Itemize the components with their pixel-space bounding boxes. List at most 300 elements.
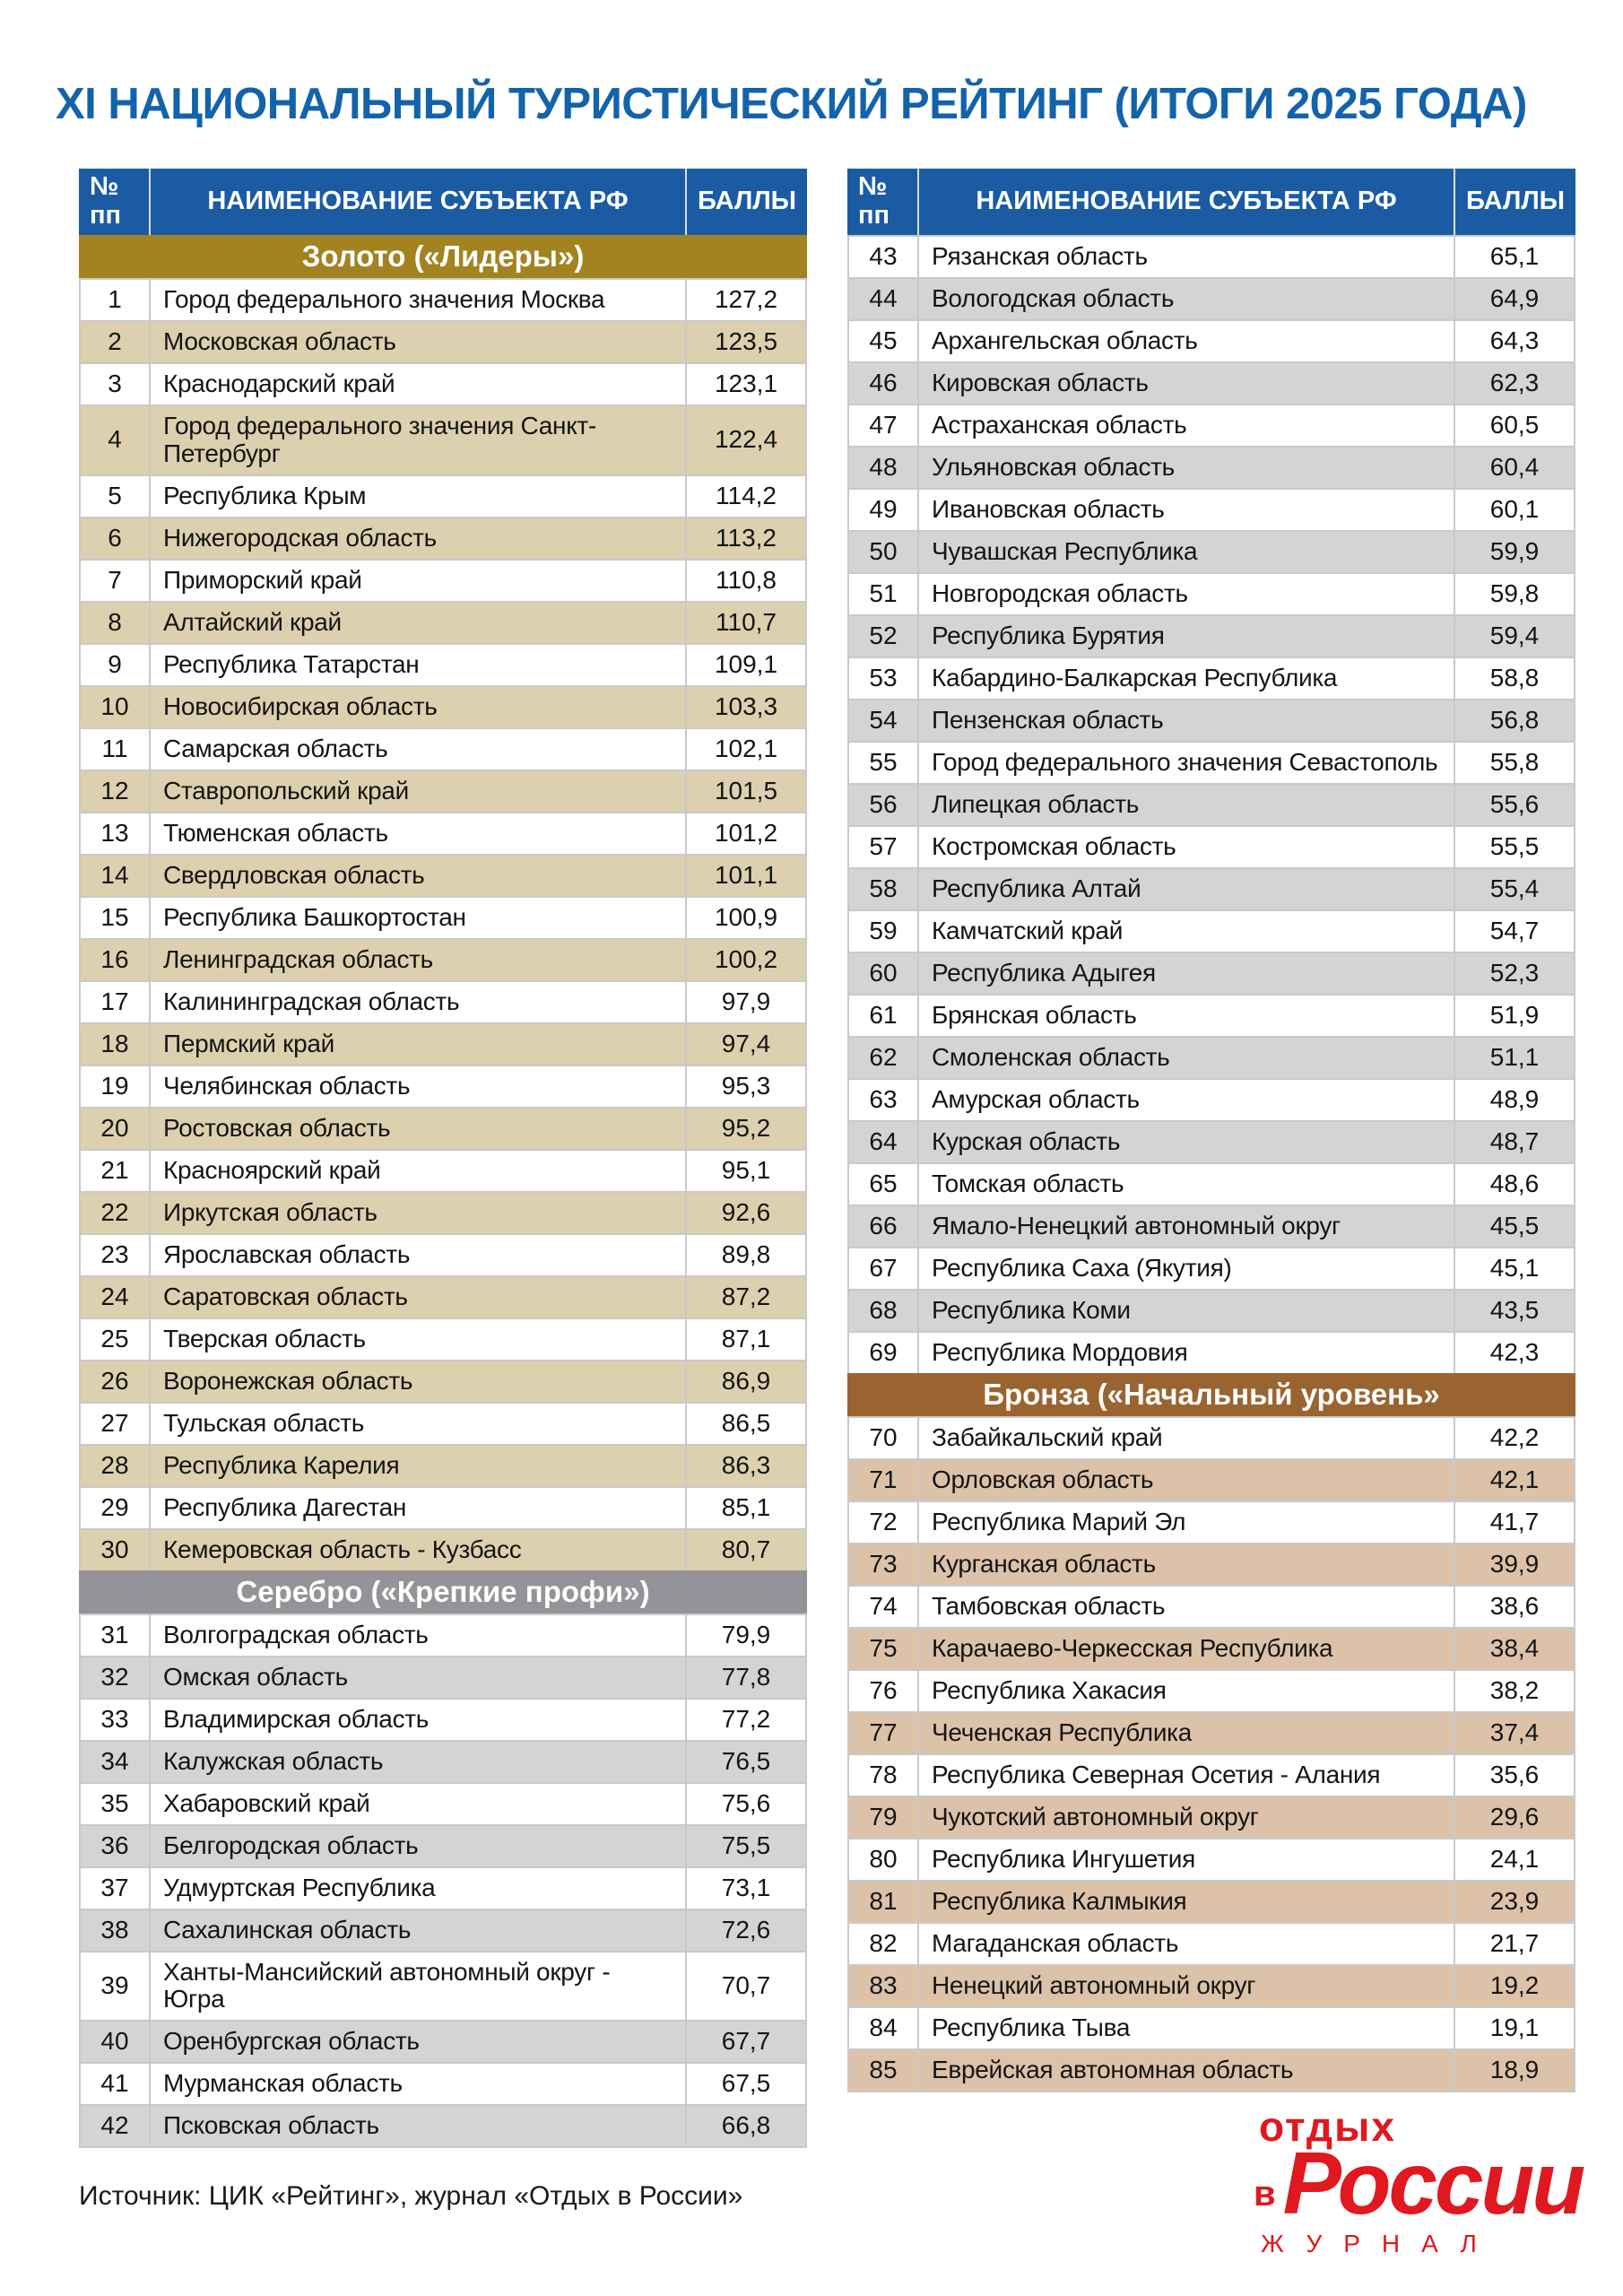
table-row (79, 2020, 807, 2062)
table-row (79, 1233, 807, 1275)
row-num: 17 (81, 982, 151, 1022)
table-row (79, 1149, 807, 1191)
row-num: 82 (849, 1924, 919, 1964)
row-name: Камчатский край (919, 911, 1455, 952)
table-row (79, 1909, 807, 1951)
table-row (847, 741, 1575, 783)
row-num: 81 (849, 1882, 919, 1922)
row-score: 48,9 (1489, 1085, 1540, 1114)
row-name: Краснодарский край (151, 364, 687, 404)
row-name: Республика Бурятия (919, 616, 1455, 657)
table-row (847, 994, 1575, 1036)
row-name: Сахалинская область (151, 1910, 687, 1951)
row-num: 60 (849, 953, 919, 994)
row-name: Город федерального значения Санкт-Петербург (151, 406, 687, 474)
row-name: Чеченская Республика (919, 1713, 1455, 1753)
row-num: 8 (81, 603, 151, 643)
table-row (79, 1444, 807, 1486)
row-num: 24 (81, 1277, 151, 1318)
row-score: 95,2 (721, 1113, 771, 1142)
row-score: 123,5 (714, 327, 778, 356)
column-header-number: № пп (847, 169, 919, 235)
row-name: Республика Северная Осетия - Алания (919, 1755, 1455, 1796)
table-row (79, 727, 807, 770)
row-score: 77,8 (721, 1662, 771, 1691)
row-name: Калининградская область (151, 982, 687, 1022)
row-num: 30 (81, 1530, 151, 1570)
row-num: 43 (849, 237, 919, 277)
table-row (847, 1669, 1575, 1711)
section-header-silver: Серебро («Крепкие профи») (79, 1570, 807, 1613)
otdyh-v-rossii-logo (1254, 2103, 1584, 2258)
table-row (79, 1698, 807, 1740)
row-num: 1 (81, 280, 151, 320)
table-row (79, 1191, 807, 1233)
row-num: 80 (849, 1839, 919, 1880)
row-score: 77,2 (721, 1704, 771, 1733)
row-name: Саратовская область (151, 1277, 687, 1318)
row-num: 11 (81, 729, 151, 770)
row-num: 72 (849, 1502, 919, 1543)
row-name: Хабаровский край (151, 1784, 687, 1824)
table-row (847, 1711, 1575, 1753)
row-score: 60,5 (1489, 411, 1540, 439)
row-num: 52 (849, 616, 919, 657)
table-row (79, 1486, 807, 1528)
row-num: 20 (81, 1109, 151, 1149)
row-score: 29,6 (1489, 1803, 1540, 1831)
row-num: 57 (849, 827, 919, 867)
table-row (79, 1318, 807, 1360)
page-title: XI НАЦИОНАЛЬНЫЙ ТУРИСТИЧЕСКИЙ РЕЙТИНГ (ИТОГИ 2025 ГОДА) (56, 80, 1527, 128)
row-score: 48,6 (1489, 1170, 1540, 1198)
row-num: 67 (849, 1248, 919, 1289)
row-num: 63 (849, 1080, 919, 1120)
table-row (79, 1107, 807, 1149)
row-num: 40 (81, 2022, 151, 2062)
row-score: 114,2 (716, 481, 777, 509)
row-num: 36 (81, 1826, 151, 1866)
table-row (847, 952, 1575, 994)
row-score: 42,2 (1489, 1423, 1540, 1452)
row-score: 23,9 (1489, 1887, 1540, 1916)
row-num: 5 (81, 476, 151, 517)
rating-table-left (79, 169, 807, 2148)
row-name: Астраханская область (919, 405, 1455, 446)
row-score: 55,6 (1489, 790, 1540, 819)
row-score: 43,5 (1489, 1296, 1540, 1325)
section-header-bronze: Бронза («Начальный уровень» (847, 1373, 1575, 1416)
row-name: Челябинская область (151, 1066, 687, 1107)
row-num: 2 (81, 322, 151, 362)
row-num: 69 (849, 1333, 919, 1373)
row-name: Республика Ингушетия (919, 1839, 1455, 1880)
row-score: 123,1 (714, 370, 778, 398)
table-row (847, 825, 1575, 867)
row-name: Рязанская область (919, 237, 1455, 277)
row-score: 73,1 (721, 1873, 771, 1901)
row-num: 3 (81, 364, 151, 404)
row-name: Владимирская область (151, 1700, 687, 1740)
table-row (79, 1656, 807, 1698)
row-name: Красноярский край (151, 1151, 687, 1191)
row-score: 65,1 (1489, 242, 1540, 271)
table-row (847, 572, 1575, 614)
table-row (79, 770, 807, 812)
row-score: 101,5 (714, 776, 778, 804)
logo-main-row (1254, 2134, 1584, 2232)
row-score: 19,1 (1489, 2013, 1540, 2042)
row-score: 42,3 (1489, 1338, 1540, 1367)
row-name: Калужская область (151, 1742, 687, 1782)
row-name: Костромская область (919, 827, 1455, 867)
table-row (847, 1205, 1575, 1247)
row-name: Тюменская область (151, 813, 687, 854)
table-row (847, 783, 1575, 825)
row-num: 21 (81, 1151, 151, 1191)
row-num: 41 (81, 2064, 151, 2104)
row-num: 54 (849, 700, 919, 741)
row-name: Удмуртская Республика (151, 1868, 687, 1909)
table-header (79, 169, 807, 235)
table-row (79, 1782, 807, 1824)
row-score: 97,4 (721, 1029, 771, 1057)
row-score: 45,1 (1489, 1254, 1540, 1283)
table-header (847, 169, 1575, 235)
row-num: 49 (849, 490, 919, 530)
row-name: Новгородская область (919, 574, 1455, 614)
row-score: 58,8 (1489, 664, 1540, 692)
table-body (847, 235, 1575, 2092)
row-name: Ивановская область (919, 490, 1455, 530)
row-name: Ханты-Мансийский автономный округ - Югра (151, 1952, 687, 2021)
row-score: 79,9 (721, 1620, 771, 1648)
row-score: 110,8 (716, 565, 777, 594)
row-num: 46 (849, 363, 919, 404)
table-row (79, 1402, 807, 1444)
row-name: Республика Адыгея (919, 953, 1455, 994)
row-num: 26 (81, 1361, 151, 1402)
table-row (847, 1036, 1575, 1078)
row-num: 68 (849, 1291, 919, 1331)
table-row (79, 474, 807, 517)
column-header-subject: НАИМЕНОВАНИЕ СУБЪЕКТА РФ (151, 169, 687, 235)
logo-word-russia: России (1282, 2134, 1584, 2232)
table-row (79, 1740, 807, 1782)
table-row (847, 1416, 1575, 1458)
table-row (79, 1866, 807, 1909)
table-row (847, 404, 1575, 446)
row-name: Нижегородская область (151, 518, 687, 559)
column-header-subject: НАИМЕНОВАНИЕ СУБЪЕКТА РФ (919, 169, 1455, 235)
row-name: Республика Хакасия (919, 1671, 1455, 1711)
row-num: 13 (81, 813, 151, 854)
row-score: 95,3 (721, 1071, 771, 1100)
row-score: 55,4 (1489, 874, 1540, 903)
table-row (847, 1753, 1575, 1796)
row-num: 37 (81, 1868, 151, 1909)
row-num: 19 (81, 1066, 151, 1107)
table-row (847, 2048, 1575, 2091)
table-row (847, 277, 1575, 319)
row-score: 113,2 (716, 523, 777, 552)
row-num: 27 (81, 1404, 151, 1444)
row-score: 59,9 (1489, 537, 1540, 566)
row-num: 71 (849, 1460, 919, 1500)
table-row (847, 361, 1575, 404)
table-row (79, 1022, 807, 1065)
row-score: 67,7 (721, 2027, 771, 2056)
column-header-score: БАЛЛЫ (697, 187, 797, 216)
row-score: 54,7 (1489, 917, 1540, 945)
row-num: 22 (81, 1193, 151, 1233)
row-score: 92,6 (721, 1197, 771, 1226)
row-score: 70,7 (721, 1970, 771, 1999)
row-score: 42,1 (1489, 1465, 1540, 1494)
table-row (847, 446, 1575, 488)
row-score: 35,6 (1489, 1761, 1540, 1789)
row-num: 32 (81, 1657, 151, 1698)
row-name: Чувашская Республика (919, 532, 1455, 572)
row-score: 62,3 (1489, 369, 1540, 397)
row-num: 4 (81, 406, 151, 474)
row-num: 44 (849, 279, 919, 319)
row-name: Ростовская область (151, 1109, 687, 1149)
table-row (847, 530, 1575, 572)
row-num: 58 (849, 869, 919, 909)
table-row (847, 1838, 1575, 1880)
row-score: 18,9 (1489, 2056, 1540, 2084)
row-num: 79 (849, 1797, 919, 1838)
table-row (79, 1360, 807, 1402)
row-num: 61 (849, 996, 919, 1036)
row-name: Кировская область (919, 363, 1455, 404)
table-row (79, 854, 807, 896)
table-row (79, 1275, 807, 1318)
section-header-gold: Золото («Лидеры») (79, 235, 807, 278)
row-score: 52,3 (1489, 959, 1540, 987)
row-name: Еврейская автономная область (919, 2050, 1455, 2091)
row-score: 122,4 (714, 425, 778, 454)
row-name: Курская область (919, 1122, 1455, 1162)
row-name: Республика Марий Эл (919, 1502, 1455, 1543)
row-score: 37,4 (1489, 1718, 1540, 1747)
row-num: 85 (849, 2050, 919, 2091)
table-row (79, 1065, 807, 1107)
row-num: 6 (81, 518, 151, 559)
row-name: Республика Тыва (919, 2008, 1455, 2048)
row-score: 67,5 (721, 2069, 771, 2098)
table-row (79, 980, 807, 1022)
table-row (847, 1331, 1575, 1373)
row-name: Томская область (919, 1164, 1455, 1205)
row-num: 45 (849, 321, 919, 361)
table-row (79, 938, 807, 980)
row-score: 55,5 (1489, 832, 1540, 861)
row-score: 97,9 (721, 987, 771, 1015)
row-score: 100,2 (714, 944, 778, 973)
row-score: 72,6 (721, 1915, 771, 1944)
table-row (847, 699, 1575, 741)
row-num: 9 (81, 645, 151, 685)
column-header-number: № пп (79, 169, 151, 235)
row-num: 35 (81, 1784, 151, 1824)
row-name: Ленинградская область (151, 940, 687, 980)
row-score: 75,5 (721, 1831, 771, 1859)
table-row (847, 2006, 1575, 2048)
table-row (847, 1543, 1575, 1585)
row-name: Тульская область (151, 1404, 687, 1444)
row-name: Брянская область (919, 996, 1455, 1036)
row-name: Республика Мордовия (919, 1333, 1455, 1373)
row-name: Республика Калмыкия (919, 1882, 1455, 1922)
row-name: Самарская область (151, 729, 687, 770)
row-score: 59,8 (1489, 579, 1540, 608)
row-name: Орловская область (919, 1460, 1455, 1500)
row-score: 75,6 (721, 1788, 771, 1817)
row-num: 28 (81, 1446, 151, 1486)
row-name: Ненецкий автономный округ (919, 1966, 1455, 2006)
row-name: Омская область (151, 1657, 687, 1698)
row-name: Смоленская область (919, 1038, 1455, 1078)
logo-word-zhurnal: ЖУРНАЛ (1261, 2230, 1498, 2258)
row-num: 31 (81, 1615, 151, 1656)
row-score: 86,9 (721, 1366, 771, 1395)
row-num: 73 (849, 1544, 919, 1585)
table-row (79, 1824, 807, 1866)
table-row (847, 1162, 1575, 1205)
row-score: 60,1 (1489, 495, 1540, 524)
row-score: 127,2 (714, 285, 778, 314)
table-row (79, 404, 807, 474)
row-score: 95,1 (721, 1155, 771, 1184)
table-row (847, 1627, 1575, 1669)
table-row (847, 235, 1575, 277)
table-row (847, 1458, 1575, 1500)
table-row (847, 1078, 1575, 1120)
table-row (79, 1613, 807, 1656)
table-row (79, 517, 807, 559)
rating-table-right (847, 169, 1575, 2148)
row-score: 66,8 (721, 2111, 771, 2140)
table-row (847, 614, 1575, 657)
row-num: 12 (81, 771, 151, 812)
row-name: Свердловская область (151, 856, 687, 896)
table-row (79, 896, 807, 938)
row-score: 103,3 (714, 691, 778, 720)
row-num: 47 (849, 405, 919, 446)
row-num: 14 (81, 856, 151, 896)
row-score: 60,4 (1489, 453, 1540, 482)
row-name: Карачаево-Черкесская Республика (919, 1629, 1455, 1669)
row-name: Город федерального значения Севастополь (919, 743, 1455, 783)
row-name: Приморский край (151, 561, 687, 601)
row-name: Город федерального значения Москва (151, 280, 687, 320)
table-row (847, 1796, 1575, 1838)
row-score: 55,8 (1489, 748, 1540, 777)
row-num: 65 (849, 1164, 919, 1205)
row-score: 76,5 (721, 1746, 771, 1775)
row-name: Республика Башкортостан (151, 898, 687, 938)
row-score: 80,7 (721, 1535, 771, 1563)
row-score: 64,3 (1489, 326, 1540, 355)
table-row (79, 2062, 807, 2104)
row-name: Ямало-Ненецкий автономный округ (919, 1206, 1455, 1247)
table-row (847, 1120, 1575, 1162)
table-row (847, 1289, 1575, 1331)
table-row (79, 559, 807, 601)
row-num: 16 (81, 940, 151, 980)
row-num: 42 (81, 2106, 151, 2146)
table-row (79, 362, 807, 404)
row-name: Ярославская область (151, 1235, 687, 1275)
table-row (79, 2104, 807, 2146)
row-num: 10 (81, 687, 151, 727)
logo-word-v: в (1254, 2174, 1276, 2214)
row-score: 21,7 (1489, 1929, 1540, 1958)
row-num: 51 (849, 574, 919, 614)
row-num: 48 (849, 448, 919, 488)
row-score: 19,2 (1489, 1971, 1540, 2000)
row-num: 39 (81, 1952, 151, 2021)
row-name: Пермский край (151, 1024, 687, 1065)
row-num: 23 (81, 1235, 151, 1275)
table-row (79, 643, 807, 685)
row-num: 50 (849, 532, 919, 572)
table-row (847, 867, 1575, 909)
row-score: 87,2 (721, 1282, 771, 1310)
row-score: 41,7 (1489, 1508, 1540, 1536)
row-name: Амурская область (919, 1080, 1455, 1120)
row-score: 85,1 (721, 1492, 771, 1521)
row-score: 56,8 (1489, 706, 1540, 735)
table-row (847, 1964, 1575, 2006)
rating-tables (79, 169, 1575, 2148)
row-num: 64 (849, 1122, 919, 1162)
table-row (79, 1951, 807, 2021)
row-name: Магаданская область (919, 1924, 1455, 1964)
row-score: 102,1 (714, 734, 778, 762)
row-score: 86,5 (721, 1408, 771, 1437)
row-num: 29 (81, 1488, 151, 1528)
row-name: Архангельская область (919, 321, 1455, 361)
row-num: 55 (849, 743, 919, 783)
row-score: 24,1 (1489, 1845, 1540, 1874)
row-num: 33 (81, 1700, 151, 1740)
row-name: Республика Алтай (919, 869, 1455, 909)
row-score: 109,1 (714, 649, 778, 678)
row-num: 66 (849, 1206, 919, 1247)
row-num: 15 (81, 898, 151, 938)
table-row (79, 320, 807, 362)
table-row (79, 278, 807, 320)
row-name: Республика Татарстан (151, 645, 687, 685)
row-score: 38,6 (1489, 1592, 1540, 1621)
row-name: Иркутская область (151, 1193, 687, 1233)
row-score: 38,2 (1489, 1676, 1540, 1705)
row-num: 53 (849, 658, 919, 699)
row-name: Кабардино-Балкарская Республика (919, 658, 1455, 699)
table-row (847, 1922, 1575, 1964)
row-name: Новосибирская область (151, 687, 687, 727)
row-name: Тверская область (151, 1319, 687, 1360)
row-name: Республика Коми (919, 1291, 1455, 1331)
table-row (847, 1500, 1575, 1543)
row-name: Ульяновская область (919, 448, 1455, 488)
source-note: Источник: ЦИК «Рейтинг», журнал «Отдых в России» (79, 2181, 743, 2211)
row-name: Оренбургская область (151, 2022, 687, 2062)
row-name: Курганская область (919, 1544, 1455, 1585)
